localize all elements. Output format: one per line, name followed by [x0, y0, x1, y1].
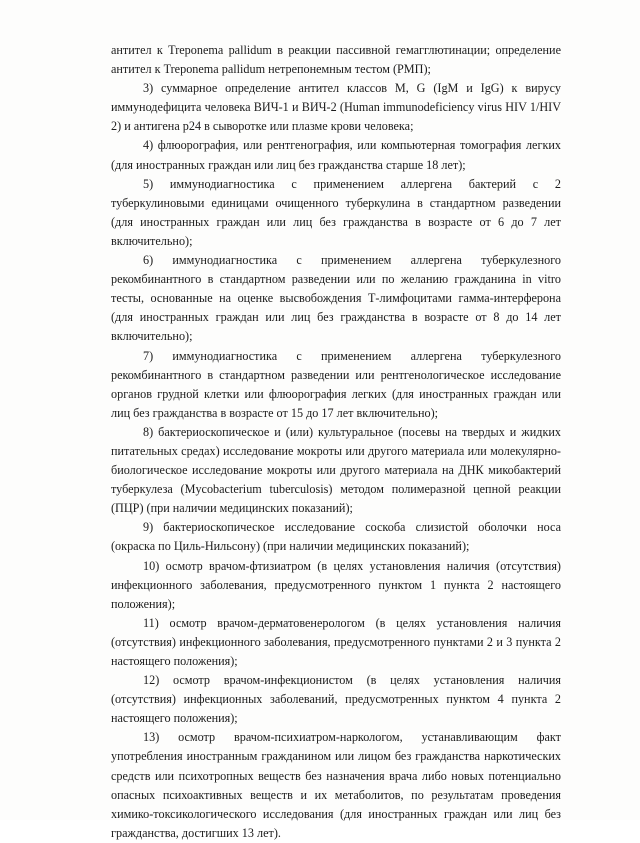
- document-text: [111, 41, 561, 843]
- paragraph-item-12: 12) осмотр врачом-инфекционистом (в целях установления наличия (отсутствия) инфекционных заболеваний, предусмотренных пунктом 4 пункта 2 настоящего положения);: [111, 673, 561, 726]
- paragraph-item-9: 9) бактериоскопическое исследование соскоба слизистой оболочки носа (окраска по Циль-Нильсону) (при наличии медицинских показаний);: [111, 520, 561, 554]
- paragraph-item-5: 5) иммунодиагностика с применением аллергена бактерий с 2 туберкулиновыми единицами очищенного туберкулина в стандартном разведении (для иностранных граждан или лиц без гражданства в возрасте от 6 до 7 лет включительно);: [111, 176, 561, 248]
- paragraph-item-3: 3) суммарное определение антител классов M, G (IgM и IgG) к вирусу иммунодефицита человека ВИЧ-1 и ВИЧ-2 (Human immunodeficiency virus HIV 1/HIV 2) и антигена p24 в сыворотке или плазме крови человека;: [111, 81, 561, 134]
- paragraph-item-11: 11) осмотр врачом-дерматовенерологом (в целях установления наличия (отсутствия) инфекционного заболевания, предусмотренного пунктами 2 и 3 пункта 2 настоящего положения);: [111, 615, 561, 668]
- paragraph-item-13: 13) осмотр врачом-психиатром-наркологом, устанавливающим факт употребления иностранным гражданином или лицом без гражданства наркотических средств или психотропных веществ без назначения врача либо новых потенциально опасных психоактивных веществ и их метаболитов, по результатам проведения химико-токсикологического исследования (для иностранных граждан или лиц без гражданства, достигших 13 лет).: [111, 730, 561, 840]
- paragraph-item-7: 7) иммунодиагностика с применением аллергена туберкулезного рекомбинантного в стандартном разведении или рентгенологическое исследование органов грудной клетки или флюорография легких (для иностранных граждан или лиц без гражданства в возрасте от 15 до 17 лет включительно);: [111, 348, 561, 420]
- paragraph-continuation-item-2: антител к Treponema pallidum в реакции пассивной гемагглютинации; определение антител к Treponema pallidum нетрепонемным тестом (РМП);: [111, 43, 561, 77]
- paragraph-item-4: 4) флюорография, или рентгенография, или компьютерная томография легких (для иностранных граждан или лиц без гражданства старше 18 лет);: [111, 138, 561, 172]
- paragraph-item-8: 8) бактериоскопическое и (или) культуральное (посевы на твердых и жидких питательных средах) исследование мокроты или другого материала или молекулярно-биологическое исследование мокроты или другого материала на ДНК микобактерий туберкулеза (Mycobacterium tuberculosis) методом полимеразной цепной реакции (ПЦР) (при наличии медицинских показаний);: [111, 424, 561, 516]
- paragraph-item-6: 6) иммунодиагностика с применением аллергена туберкулезного рекомбинантного в стандартном разведении или по желанию гражданина in vitro тесты, основанные на оценке высвобождения Т-лимфоцитами гамма-интерферона (для иностранных граждан или лиц без гражданства в возрасте от 8 до 14 лет включительно);: [111, 253, 561, 344]
- paragraph-item-10: 10) осмотр врачом-фтизиатром (в целях установления наличия (отсутствия) инфекционного заболевания, предусмотренного пунктом 1 пункта 2 настоящего положения);: [111, 558, 561, 611]
